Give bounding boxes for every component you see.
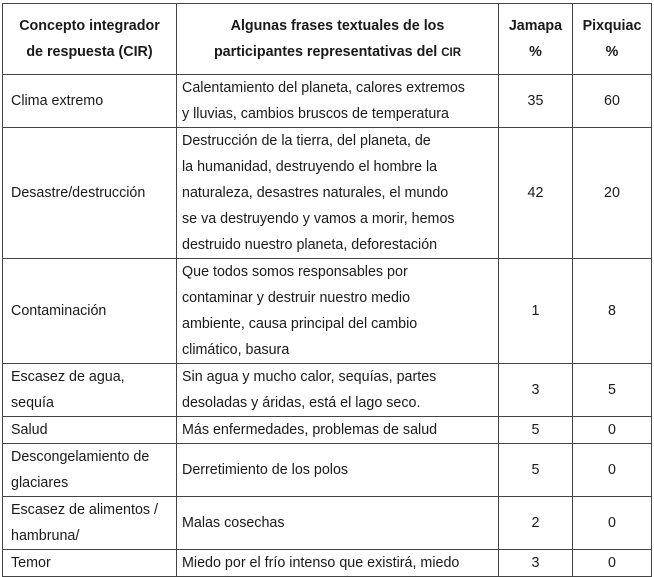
- pixquiac-value: 0: [573, 550, 652, 577]
- phrases-cell: [177, 417, 499, 444]
- phrases-cell-line: destruido nuestro planeta, deforestación: [182, 237, 438, 253]
- concept-cell: [3, 550, 177, 577]
- table-row: [3, 259, 652, 364]
- header-pixquiac-line: Pixquiac: [582, 18, 642, 34]
- jamapa-value: 1: [499, 259, 573, 364]
- header-phrases-line: [183, 39, 492, 66]
- header-concept: [3, 4, 177, 75]
- phrases-cell: [177, 550, 499, 577]
- phrases-cell: [177, 259, 499, 364]
- concept-cell-line: Temor: [11, 555, 51, 571]
- header-concept-line: de respuesta (CIR): [26, 44, 153, 60]
- pixquiac-value: 0: [573, 497, 652, 550]
- jamapa-value: 5: [499, 444, 573, 497]
- concept-cell-line: glaciares: [11, 475, 69, 491]
- header-jamapa-line: %: [529, 44, 542, 60]
- jamapa-value: 42: [499, 128, 573, 259]
- pixquiac-value: 0: [573, 417, 652, 444]
- concept-cell-line: sequía: [11, 395, 54, 411]
- table-header-row: [3, 4, 652, 75]
- pixquiac-value: 20: [573, 128, 652, 259]
- table-row: [3, 444, 652, 497]
- header-phrases-abbr: CIR: [441, 46, 462, 59]
- table-row: [3, 497, 652, 550]
- phrases-cell-line: la humanidad, destruyendo el hombre la: [182, 159, 438, 175]
- header-concept-line: Concepto integrador: [19, 18, 160, 34]
- concept-cell-line: hambruna/: [11, 528, 80, 544]
- phrases-cell: [177, 75, 499, 128]
- concept-cell: [3, 417, 177, 444]
- phrases-cell-line: desoladas y áridas, está el lago seco.: [182, 395, 421, 411]
- concept-cell: [3, 75, 177, 128]
- table-row: [3, 550, 652, 577]
- table-row: [3, 128, 652, 259]
- pixquiac-value: 8: [573, 259, 652, 364]
- phrases-cell: [177, 364, 499, 417]
- header-phrases-text: participantes representativas del: [213, 43, 438, 60]
- header-phrases-line: Algunas frases textuales de los: [230, 17, 445, 34]
- phrases-cell: [177, 497, 499, 550]
- pixquiac-value: 0: [573, 444, 652, 497]
- concept-cell-line: Salud: [11, 422, 48, 438]
- jamapa-value: 5: [499, 417, 573, 444]
- phrases-cell-line: Calentamiento del planeta, calores extremos: [182, 80, 465, 96]
- phrases-cell-line: Derretimiento de los polos: [182, 462, 349, 478]
- header-phrases: [177, 4, 499, 75]
- jamapa-value: 3: [499, 550, 573, 577]
- table-body: [3, 75, 652, 577]
- concept-cell-line: Desastre/destrucción: [11, 185, 146, 201]
- concept-cell-line: Descongelamiento de: [11, 449, 150, 465]
- jamapa-value: 35: [499, 75, 573, 128]
- concept-cell-line: Escasez de alimentos /: [11, 502, 159, 518]
- phrases-cell-line: Miedo por el frío intenso que existirá, miedo: [182, 555, 460, 571]
- concept-cell-line: Contaminación: [11, 303, 107, 319]
- concept-cell: [3, 259, 177, 364]
- jamapa-value: 3: [499, 364, 573, 417]
- phrases-cell-line: naturaleza, desastres naturales, el mundo: [182, 185, 449, 201]
- concept-cell: [3, 444, 177, 497]
- phrases-cell-line: contaminar y destruir nuestro medio: [182, 290, 411, 306]
- concept-cell-line: Escasez de agua,: [11, 369, 125, 385]
- phrases-cell-line: Más enfermedades, problemas de salud: [182, 422, 438, 438]
- concept-cell: [3, 497, 177, 550]
- header-jamapa-line: Jamapa: [508, 18, 563, 34]
- table-row: [3, 364, 652, 417]
- phrases-cell-line: ambiente, causa principal del cambio: [182, 316, 418, 332]
- phrases-cell: [177, 128, 499, 259]
- phrases-cell-line: Malas cosechas: [182, 515, 285, 531]
- phrases-cell-line: climático, basura: [182, 342, 290, 358]
- phrases-cell-line: Que todos somos responsables por: [182, 264, 408, 280]
- pixquiac-value: 5: [573, 364, 652, 417]
- table-row: [3, 75, 652, 128]
- concept-cell: [3, 128, 177, 259]
- pixquiac-value: 60: [573, 75, 652, 128]
- header-pixquiac: [573, 4, 652, 75]
- header-jamapa: [499, 4, 573, 75]
- results-table: [2, 3, 652, 577]
- phrases-cell-line: Sin agua y mucho calor, sequías, partes: [182, 369, 437, 385]
- phrases-cell: [177, 444, 499, 497]
- phrases-cell-line: Destrucción de la tierra, del planeta, de: [182, 133, 431, 149]
- concept-cell: [3, 364, 177, 417]
- concept-cell-line: Clima extremo: [11, 93, 104, 109]
- phrases-cell-line: y lluvias, cambios bruscos de temperatura: [182, 106, 449, 122]
- phrases-cell-line: se va destruyendo y vamos a morir, hemos: [182, 211, 455, 227]
- table-row: [3, 417, 652, 444]
- header-pixquiac-line: %: [605, 44, 619, 60]
- jamapa-value: 2: [499, 497, 573, 550]
